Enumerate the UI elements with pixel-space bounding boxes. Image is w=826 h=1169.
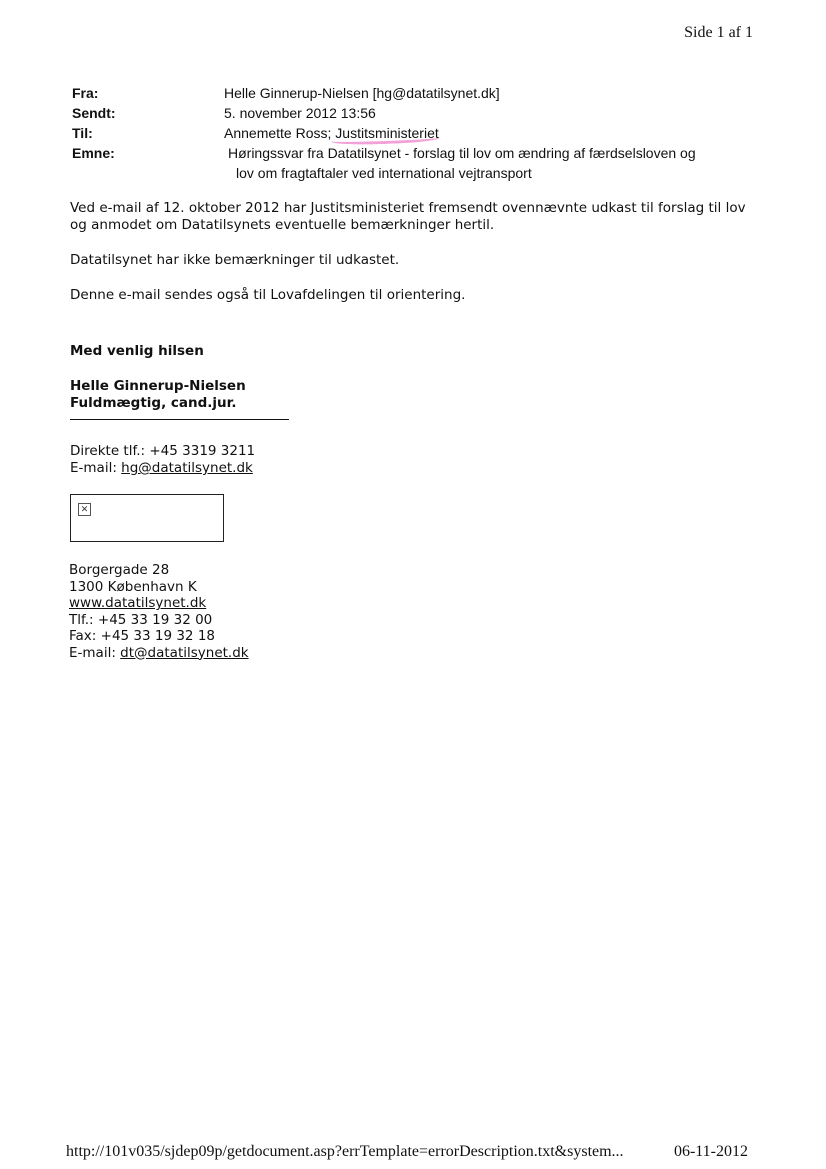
signature-title: Fuldmægtig, cand.jur.	[70, 395, 237, 411]
subject-value	[224, 143, 772, 183]
address-city: 1300 København K	[69, 578, 197, 595]
body-paragraph-1: Ved e-mail af 12. oktober 2012 har Justitsministeriet fremsendt ovennævnte udkast til forslag til lov og anmodet om Datatilsynets eventuelle bemærkninger hertil.	[70, 200, 746, 233]
address-email-label: E-mail:	[69, 644, 121, 661]
email-body	[70, 200, 760, 322]
from-value: Helle Ginnerup-Nielsen [hg@datatilsynet.dk]	[224, 85, 500, 101]
header-sent-row	[72, 103, 772, 123]
header-from-row	[72, 83, 772, 103]
direct-phone-line	[70, 443, 255, 460]
signature-block	[70, 343, 289, 420]
footer-url: http://101v035/sjdep09p/getdocument.asp?errTemplate=errorDescription.txt&system...	[66, 1143, 624, 1160]
direct-contact	[70, 443, 255, 477]
to-recipient-2: Justitsministeriet	[335, 125, 439, 141]
direct-phone-value: +45 3319 3211	[149, 443, 256, 459]
direct-email-label: E-mail:	[70, 460, 122, 476]
direct-phone-label: Direkte tlf.:	[70, 443, 150, 459]
signature-divider	[70, 419, 289, 420]
email-header	[72, 83, 772, 183]
address-phone: Tlf.: +45 33 19 32 00	[69, 611, 213, 628]
body-paragraph-2: Datatilsynet har ikke bemærkninger til udkastet.	[70, 252, 400, 268]
address-email-link[interactable]: dt@datatilsynet.dk	[120, 644, 249, 661]
to-recipient-1: Annemette Ross;	[224, 125, 336, 141]
website-link[interactable]: www.datatilsynet.dk	[69, 595, 207, 611]
address-street: Borgergade 28	[69, 562, 170, 578]
subject-line-2: lov om fragtaftaler ved international vejtransport	[236, 165, 532, 181]
sent-label: Sendt:	[72, 105, 116, 121]
signature-name: Helle Ginnerup-Nielsen	[70, 378, 246, 394]
body-paragraph-3: Denne e-mail sendes også til Lovafdelingen til orientering.	[70, 287, 466, 303]
from-label: Fra:	[72, 85, 99, 101]
direct-email-link[interactable]: hg@datatilsynet.dk	[121, 460, 253, 476]
sent-value: 5. november 2012 13:56	[224, 105, 376, 121]
address-email-line	[69, 645, 249, 662]
signature-greeting: Med venlig hilsen	[70, 343, 204, 359]
footer-date: 06-11-2012	[673, 1143, 748, 1160]
to-label: Til:	[72, 125, 93, 141]
logo-image-placeholder	[70, 494, 224, 542]
header-subject-row	[72, 143, 772, 183]
subject-line-1: Høringssvar fra Datatilsynet - forslag til lov om ændring af færdselsloven og	[228, 145, 696, 161]
page-number-label: Side 1 af 1	[684, 24, 753, 41]
header-to-row	[72, 123, 772, 143]
broken-image-icon: ✕	[78, 503, 91, 516]
subject-label: Emne:	[72, 145, 115, 161]
to-recipient-2-highlighted	[335, 125, 438, 141]
direct-email-line	[70, 460, 255, 477]
address-fax: Fax: +45 33 19 32 18	[69, 628, 215, 644]
to-value	[224, 123, 772, 143]
address-block	[69, 562, 249, 661]
